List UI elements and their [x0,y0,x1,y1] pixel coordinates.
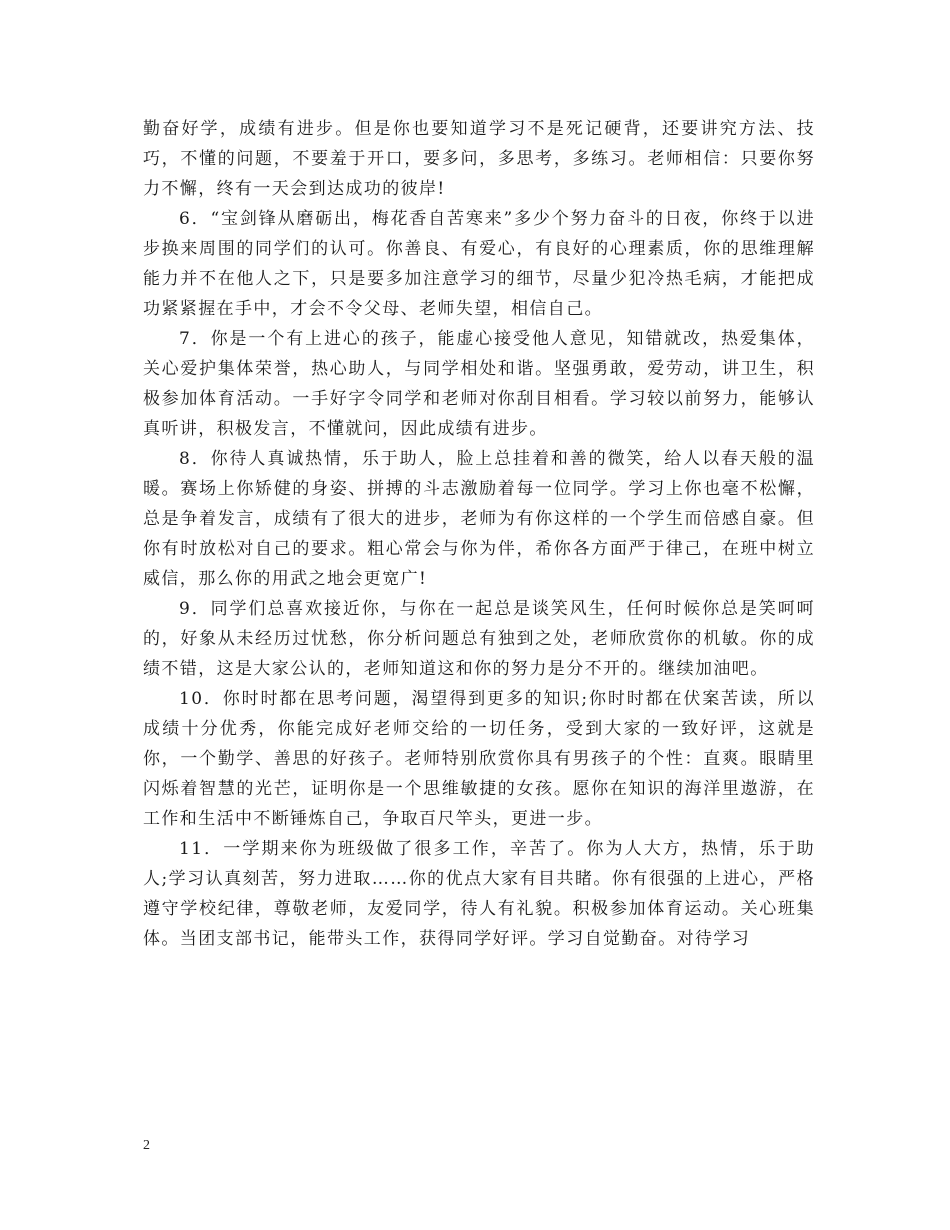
paragraph-item-6: 6．“宝剑锋从磨砺出，梅花香自苦寒来”多少个努力奋斗的日夜，你终于以进步换来周围的同学们的认可。你善良、有爱心，有良好的心理素质，你的思维理解能力并不在他人之下，只是要多加注意学习的细节，尽量少犯冷热毛病，才能把成功紧紧握在手中，才会不令父母、老师失望，相信自己。 [143,209,815,319]
paragraph-item-10: 10．你时时都在思考问题，渴望得到更多的知识;你时时都在伏案苦读，所以成绩十分优秀，你能完成好老师交给的一切任务，受到大家的一致好评，这就是你，一个勤学、善思的好孩子。老师特别欣赏你具有男孩子的个性：直爽。眼睛里闪烁着智慧的光芒，证明你是一个思维敏捷的女孩。愿你在知识的海洋里遨游，在工作和生活中不断锤炼自己，争取百尺竿头，更进一步。 [143,689,815,829]
document-body [143,114,815,954]
paragraph-item-8: 8．你待人真诚热情，乐于助人，脸上总挂着和善的微笑，给人以春天般的温暖。赛场上你矫健的身姿、拼搏的斗志激励着每一位同学。学习上你也毫不松懈，总是争着发言，成绩有了很大的进步，老师为有你这样的一个学生而倍感自豪。但你有时放松对自己的要求。粗心常会与你为伴，希你各方面严于律己，在班中树立威信，那么你的用武之地会更宽广! [143,449,815,589]
page-number: 2 [143,1138,150,1153]
paragraph-item-9: 9．同学们总喜欢接近你，与你在一起总是谈笑风生，任何时候你总是笑呵呵的，好象从未经历过忧愁，你分析问题总有独到之处，老师欣赏你的机敏。你的成绩不错，这是大家公认的，老师知道这和你的努力是分不开的。继续加油吧。 [143,599,815,679]
paragraph-item-11: 11．一学期来你为班级做了很多工作，辛苦了。你为人大方，热情，乐于助人;学习认真刻苦，努力进取……你的优点大家有目共睹。你有很强的上进心，严格遵守学校纪律，尊敬老师，友爱同学，待人有礼貌。积极参加体育运动。关心班集体。当团支部书记，能带头工作，获得同学好评。学习自觉勤奋。对待学习 [143,839,815,949]
paragraph-item-7: 7．你是一个有上进心的孩子，能虚心接受他人意见，知错就改，热爱集体，关心爱护集体荣誉，热心助人，与同学相处和谐。坚强勇敢，爱劳动，讲卫生，积极参加体育活动。一手好字令同学和老师对你刮目相看。学习较以前努力，能够认真听讲，积极发言，不懂就问，因此成绩有进步。 [143,329,815,439]
paragraph-continued: 勤奋好学，成绩有进步。但是你也要知道学习不是死记硬背，还要讲究方法、技巧，不懂的问题，不要羞于开口，要多问，多思考，多练习。老师相信：只要你努力不懈，终有一天会到达成功的彼岸! [143,119,815,199]
